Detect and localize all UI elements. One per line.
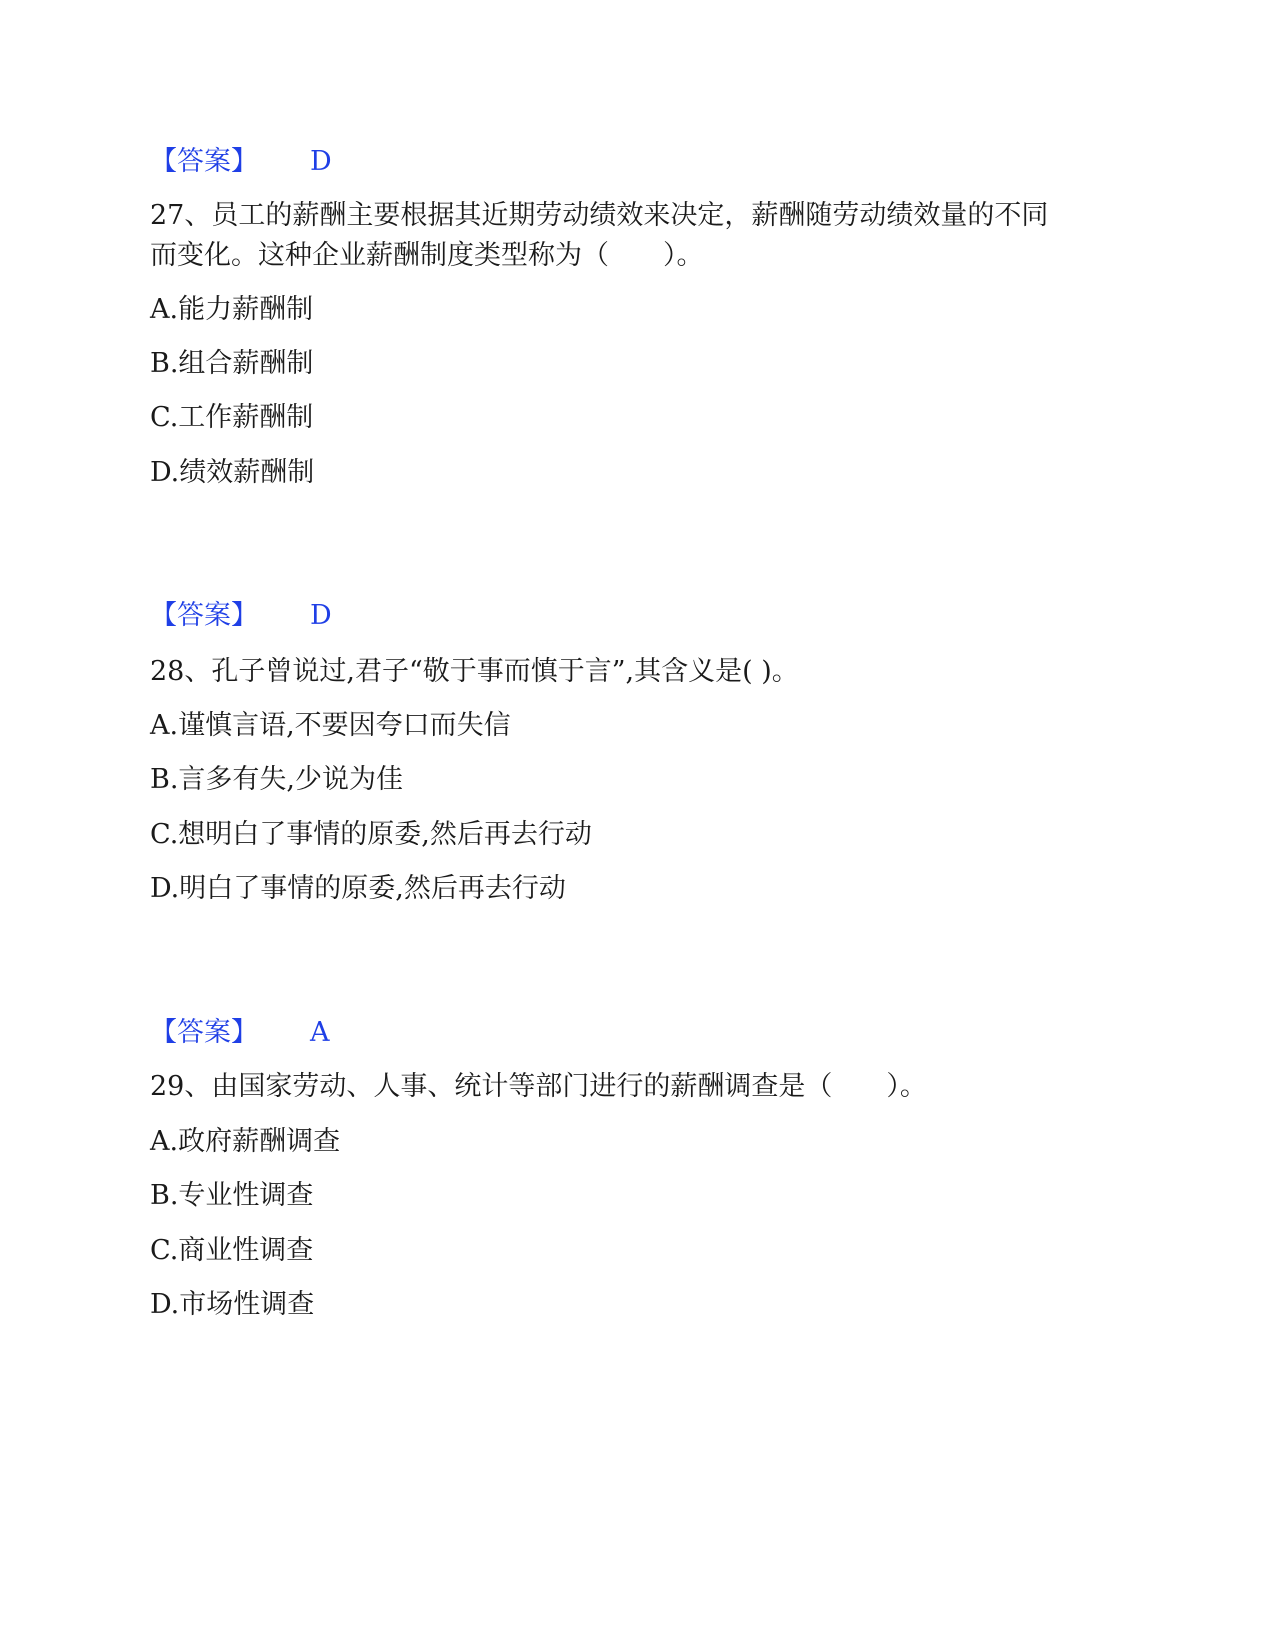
q29-option-a: A.政府薪酬调查 xyxy=(150,1126,341,1157)
question-28-line-1: 28、孔子曾说过,君子“敬于事而慎于言”,其含义是( )。 xyxy=(150,656,799,687)
answer-label: 【答案】 xyxy=(150,146,258,177)
answer-label: 【答案】 xyxy=(150,600,258,631)
q27-option-a: A.能力薪酬制 xyxy=(150,294,314,325)
q28-option-a: A.谨慎言语,不要因夸口而失信 xyxy=(150,710,511,741)
q27-option-c: C.工作薪酬制 xyxy=(150,402,314,433)
answer-row-q27 xyxy=(150,596,332,636)
question-27-line-2: 而变化。这种企业薪酬制度类型称为（ ）。 xyxy=(150,240,704,271)
answer-value: D xyxy=(310,146,332,177)
question-29-line-1: 29、由国家劳动、人事、统计等部门进行的薪酬调查是（ ）。 xyxy=(150,1071,927,1102)
answer-label: 【答案】 xyxy=(150,1017,258,1048)
q28-option-c: C.想明白了事情的原委,然后再去行动 xyxy=(150,819,592,850)
q28-option-d: D.明白了事情的原委,然后再去行动 xyxy=(150,873,566,904)
answer-value: D xyxy=(310,600,332,631)
answer-value: A xyxy=(310,1017,330,1048)
answer-row-q26 xyxy=(150,142,332,182)
q29-option-c: C.商业性调查 xyxy=(150,1235,314,1266)
q29-option-b: B.专业性调查 xyxy=(150,1180,314,1211)
q28-option-b: B.言多有失,少说为佳 xyxy=(150,764,404,795)
q27-option-d: D.绩效薪酬制 xyxy=(150,457,315,488)
answer-row-q28 xyxy=(150,1013,330,1053)
question-27-line-1: 27、员工的薪酬主要根据其近期劳动绩效来决定，薪酬随劳动绩效量的不同 xyxy=(150,200,1049,231)
q27-option-b: B.组合薪酬制 xyxy=(150,348,314,379)
q29-option-d: D.市场性调查 xyxy=(150,1289,315,1320)
